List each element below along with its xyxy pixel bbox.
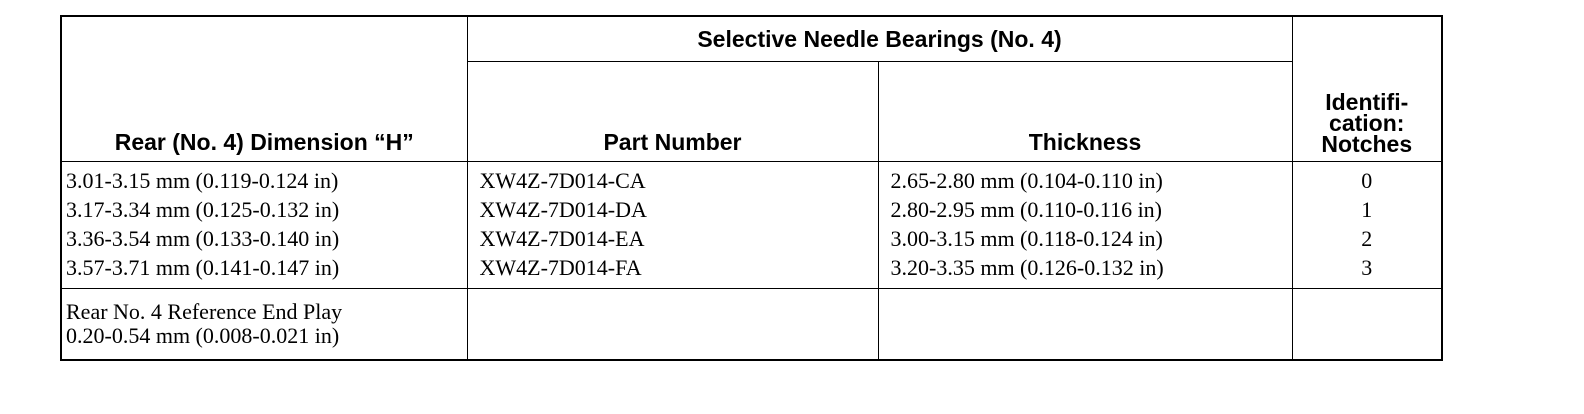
header-part-number: Part Number xyxy=(467,62,878,162)
notches-cell: 0 xyxy=(1292,162,1442,196)
header-identification-line-3: Notches xyxy=(1321,131,1413,157)
reference-end-play-value: 0.20-0.54 mm (0.008-0.021 in) xyxy=(66,323,340,348)
header-identification-line-1: Identifi- xyxy=(1325,89,1409,115)
part-number-cell: XW4Z-7D014-CA xyxy=(467,162,878,196)
table-row xyxy=(61,195,1442,224)
notches-cell: 2 xyxy=(1292,224,1442,253)
thickness-cell: 3.20-3.35 mm (0.126-0.132 in) xyxy=(878,253,1292,289)
needle-bearing-spec-table xyxy=(60,15,1443,361)
dimension-cell: 3.01-3.15 mm (0.119-0.124 in) xyxy=(61,162,467,196)
part-number-cell: XW4Z-7D014-EA xyxy=(467,224,878,253)
table-row xyxy=(61,162,1442,196)
dimension-cell: 3.57-3.71 mm (0.141-0.147 in) xyxy=(61,253,467,289)
dimension-cell: 3.36-3.54 mm (0.133-0.140 in) xyxy=(61,224,467,253)
thickness-cell: 3.00-3.15 mm (0.118-0.124 in) xyxy=(878,224,1292,253)
part-number-cell: XW4Z-7D014-FA xyxy=(467,253,878,289)
empty-cell xyxy=(878,289,1292,361)
empty-cell xyxy=(1292,289,1442,361)
table-row xyxy=(61,253,1442,289)
header-identification-line-2: cation: xyxy=(1329,110,1405,136)
header-identification-notches xyxy=(1292,16,1442,162)
empty-cell xyxy=(467,289,878,361)
part-number-cell: XW4Z-7D014-DA xyxy=(467,195,878,224)
table-row xyxy=(61,224,1442,253)
footer-row-end-play xyxy=(61,289,1442,361)
notches-cell: 1 xyxy=(1292,195,1442,224)
header-selective-needle-bearings: Selective Needle Bearings (No. 4) xyxy=(467,16,1292,62)
notches-cell: 3 xyxy=(1292,253,1442,289)
header-thickness: Thickness xyxy=(878,62,1292,162)
reference-end-play-label: Rear No. 4 Reference End Play xyxy=(66,299,343,324)
thickness-cell: 2.65-2.80 mm (0.104-0.110 in) xyxy=(878,162,1292,196)
reference-end-play-cell xyxy=(61,289,467,361)
header-dimension-h: Rear (No. 4) Dimension “H” xyxy=(61,16,467,162)
header-row-group xyxy=(61,16,1442,62)
thickness-cell: 2.80-2.95 mm (0.110-0.116 in) xyxy=(878,195,1292,224)
dimension-cell: 3.17-3.34 mm (0.125-0.132 in) xyxy=(61,195,467,224)
